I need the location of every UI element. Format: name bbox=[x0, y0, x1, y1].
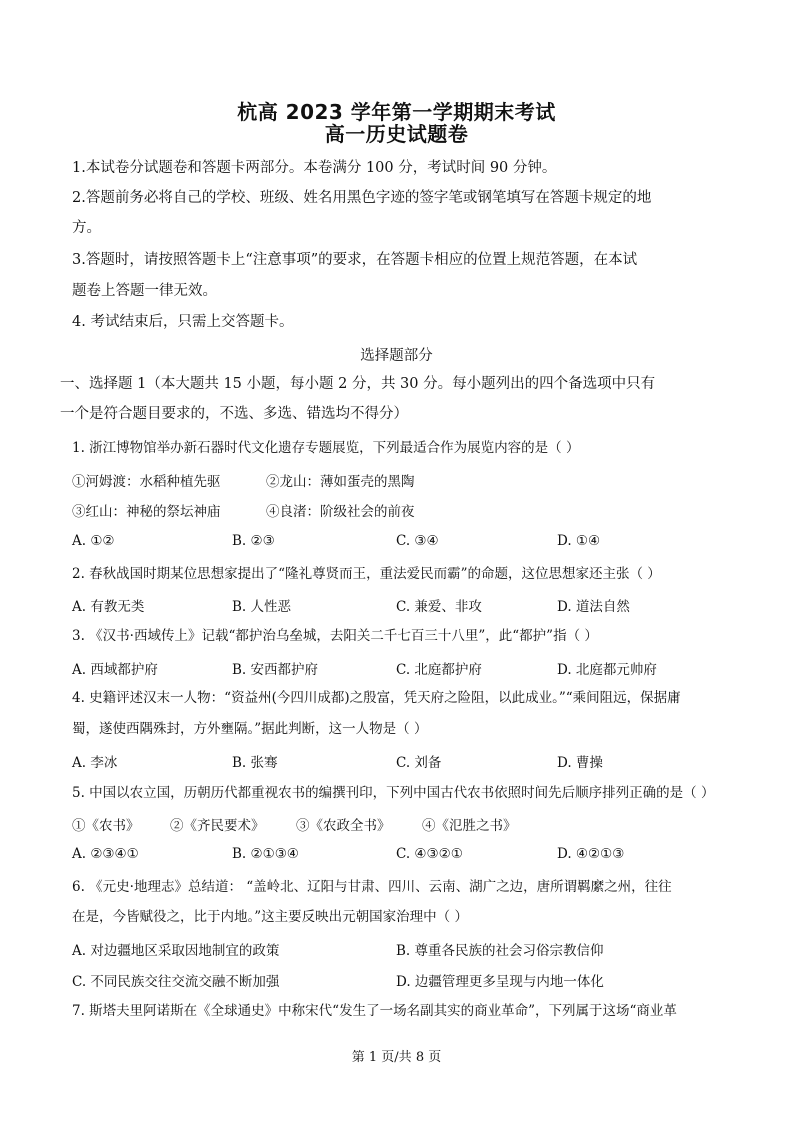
instruction-2-cont: 方。 bbox=[72, 220, 101, 236]
instruction-1: 1.本试卷分试题卷和答题卡两部分。本卷满分 100 分，考试时间 90 分钟。 bbox=[72, 160, 557, 176]
instruction-3: 3.答题时，请按照答题卡上“注意事项”的要求，在答题卡相应的位置上规范答题，在本试 bbox=[72, 252, 638, 268]
question-5-item-2: ②《齐民要术》 bbox=[170, 818, 265, 834]
question-5-item-1: ①《农书》 bbox=[72, 818, 140, 834]
question-1-item-2: ②龙山：薄如蛋壳的黑陶 bbox=[266, 474, 415, 490]
question-5-item-4: ④《氾胜之书》 bbox=[422, 818, 517, 834]
question-6-option-d: D. 边疆管理更多呈现与内地一体化 bbox=[396, 974, 604, 990]
question-6-stem: 6. 《元史·地理志》总结道： “盖岭北、辽阳与甘肃、四川、云南、湖广之边，唐所谓羁縻之州，往往 bbox=[72, 879, 672, 895]
question-6-option-a: A. 对边疆地区采取因地制宜的政策 bbox=[72, 943, 280, 959]
question-1-option-a: A. ①② bbox=[72, 533, 115, 549]
instruction-2: 2.答题前务必将自己的学校、班级、姓名用黑色字迹的签字笔或钢笔填写在答题卡规定的地 bbox=[72, 190, 652, 206]
question-1-stem: 1. 浙江博物馆举办新石器时代文化遗存专题展览，下列最适合作为展览内容的是（ ） bbox=[72, 440, 580, 456]
question-4-option-d: D. 曹操 bbox=[557, 755, 603, 771]
question-6-option-b: B. 尊重各民族的社会习俗宗教信仰 bbox=[396, 943, 604, 959]
question-6-stem-cont: 在是，今皆赋役之，比于内地。”这主要反映出元朝国家治理中（ ） bbox=[72, 909, 468, 925]
section-intro-cont: 一个是符合题目要求的，不选、多选、错选均不得分） bbox=[60, 406, 408, 422]
question-3-option-d: D. 北庭都元帅府 bbox=[557, 662, 657, 678]
question-4-option-c: C. 刘备 bbox=[396, 755, 442, 771]
instruction-3-cont: 题卷上答题一律无效。 bbox=[72, 283, 217, 299]
question-4-option-b: B. 张骞 bbox=[232, 755, 278, 771]
question-1-item-1: ①河姆渡：水稻种植先驱 bbox=[72, 474, 221, 490]
section-title: 选择题部分 bbox=[360, 348, 433, 364]
question-5-option-c: C. ④③②① bbox=[396, 846, 463, 862]
section-intro: 一、选择题 1（本大题共 15 小题，每小题 2 分，共 30 分。每小题列出的四个备选项中只有 bbox=[60, 376, 656, 392]
question-1-item-3: ③红山：神秘的祭坛神庙 bbox=[72, 504, 221, 520]
question-4-option-a: A. 李冰 bbox=[72, 755, 118, 771]
question-3-option-a: A. 西域都护府 bbox=[72, 662, 158, 678]
question-5-option-d: D. ④②①③ bbox=[557, 846, 625, 862]
page-number: 第 1 页/共 8 页 bbox=[351, 1050, 442, 1065]
question-5-item-3: ③《农政全书》 bbox=[296, 818, 391, 834]
question-2-option-a: A. 有教无类 bbox=[72, 599, 145, 615]
question-2-option-d: D. 道法自然 bbox=[557, 599, 630, 615]
exam-title: 杭高 2023 学年第一学期期末考试 bbox=[237, 100, 556, 124]
question-4-stem: 4. 史籍评述汉末一人物：“资益州(今四川成都)之殷富，凭天府之险阻，以此成业。”“乘间阻远，保据庸 bbox=[72, 690, 681, 706]
question-3-stem: 3. 《汉书·西域传上》记载“都护治乌垒城，去阳关二千七百三十八里”，此“都护”指（ ） bbox=[72, 628, 598, 644]
question-1-option-d: D. ①④ bbox=[557, 533, 601, 549]
question-5-option-a: A. ②③④① bbox=[72, 846, 139, 862]
question-3-option-b: B. 安西都护府 bbox=[232, 662, 319, 678]
question-1-option-b: B. ②③ bbox=[232, 533, 275, 549]
question-5-option-b: B. ②①③④ bbox=[232, 846, 299, 862]
exam-subtitle: 高一历史试题卷 bbox=[324, 122, 469, 146]
question-2-stem: 2. 春秋战国时期某位思想家提出了“隆礼尊贤而王，重法爱民而霸”的命题，这位思想家还主张（ ） bbox=[72, 566, 661, 582]
question-6-option-c: C. 不同民族交往交流交融不断加强 bbox=[72, 974, 280, 990]
question-4-stem-cont: 蜀，遂使西隅殊封，方外壅隔。”据此判断，这一人物是（ ） bbox=[72, 721, 428, 737]
question-3-option-c: C. 北庭都护府 bbox=[396, 662, 482, 678]
question-2-option-c: C. 兼爱、非攻 bbox=[396, 599, 482, 615]
question-2-option-b: B. 人性恶 bbox=[232, 599, 292, 615]
question-5-stem: 5. 中国以农立国，历朝历代都重视农书的编撰刊印，下列中国古代农书依照时间先后顺序排列正确的是（ ） bbox=[72, 785, 715, 801]
question-1-option-c: C. ③④ bbox=[396, 533, 439, 549]
question-7-stem: 7. 斯塔夫里阿诺斯在《全球通史》中称宋代“发生了一场名副其实的商业革命”，下列属于这场“商业革 bbox=[72, 1003, 677, 1019]
instruction-4: 4. 考试结束后，只需上交答题卡。 bbox=[72, 314, 294, 330]
question-1-item-4: ④良渚：阶级社会的前夜 bbox=[266, 504, 415, 520]
